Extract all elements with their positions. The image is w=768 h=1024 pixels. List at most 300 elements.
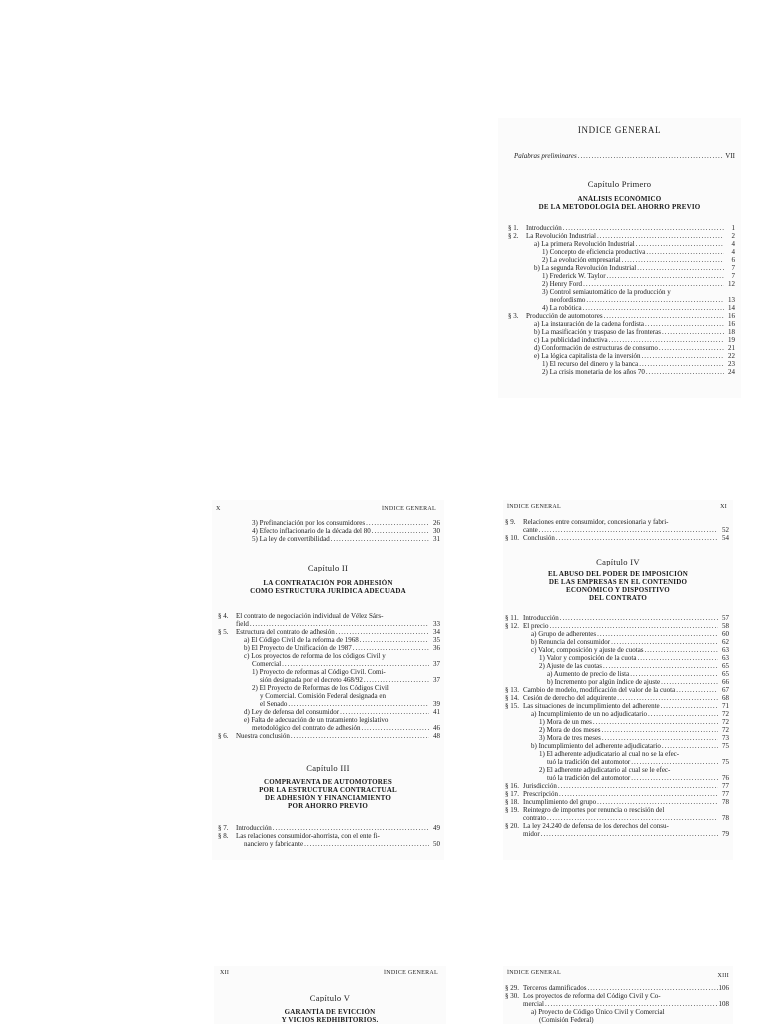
toc-entry [505, 654, 729, 662]
entry-title: nanciero y fabricante [244, 840, 304, 848]
leader-dots [353, 644, 429, 652]
entry-title: a) El Código Civil de la reforma de 1968 [244, 636, 359, 644]
page-ref: 66 [722, 678, 729, 686]
page-ref: 63 [722, 654, 729, 662]
section-number: § 2. [508, 232, 519, 240]
toc-entry [505, 1000, 729, 1008]
toc-entry [218, 832, 440, 840]
entry-title: Conclusión [523, 534, 555, 542]
leader-dots [637, 264, 724, 272]
entry-title: Prescripción [523, 790, 558, 798]
entry-title: midor [523, 830, 540, 838]
entry-title: tuó la tradición del automotor [547, 758, 631, 766]
page-ref: 13 [728, 296, 735, 304]
entry-title: 1) El adherente adjudicatario al cual no se la efec- [539, 750, 680, 758]
leader-dots [372, 527, 429, 535]
section-number: § 1. [508, 224, 519, 232]
entry-title: (Comisión Federal) [539, 1016, 594, 1024]
section-number: § 19. [505, 806, 519, 814]
leader-dots [604, 312, 724, 320]
toc-entry [508, 224, 735, 232]
entry-title: a) Grupo de adherentes [531, 630, 597, 638]
toc-entry [505, 734, 729, 742]
chapter-title-line: DEL CONTRATO [589, 594, 647, 602]
entry-title: 1) Frederick W. Taylor [542, 272, 606, 280]
toc-entry [508, 320, 735, 328]
page-ref: 73 [722, 734, 729, 742]
entry-title: Relaciones entre consumidor, concesionaria y fabri- [523, 518, 669, 526]
page-ref: 77 [722, 782, 729, 790]
entry-title: tuó la tradición del automotor [547, 774, 631, 782]
toc-entry [508, 304, 735, 312]
leader-dots [559, 790, 718, 798]
page-ref: 36 [433, 644, 440, 652]
leader-dots [556, 534, 718, 542]
toc-entry [218, 684, 440, 692]
toc-entry [505, 534, 729, 542]
running-head: ÍNDICE GENERAL [383, 970, 438, 976]
leader-dots [662, 328, 724, 336]
chapter-label: Capítulo Primero [587, 180, 652, 188]
toc-entry [505, 646, 729, 654]
page-ref: 2 [731, 232, 735, 240]
section-number: § 8. [218, 832, 229, 840]
page-ref: 35 [433, 636, 440, 644]
toc-entry [218, 644, 440, 652]
section-number: § 9. [505, 518, 516, 526]
entry-title: 1) Mora de un mes [539, 718, 592, 726]
toc-entry [508, 280, 735, 288]
chapter-title-line: COMPRAVENTA DE AUTOMOTORES [264, 778, 392, 786]
page-ref: 54 [722, 534, 729, 542]
page-ref: 72 [722, 710, 729, 718]
page-ref: 16 [728, 312, 735, 320]
chapter-title: ANÁLISIS ECONÓMICO [577, 195, 662, 203]
leader-dots [547, 814, 718, 822]
toc-entry [505, 630, 729, 638]
entry-title: La Revolución Industrial [526, 232, 596, 240]
entry-title: e) La lógica capitalista de la inversión [534, 352, 641, 360]
toc-entry [218, 724, 440, 732]
toc-entry [505, 678, 729, 686]
toc-entry [218, 732, 440, 740]
section-number: § 16. [505, 782, 519, 790]
section-number: § 15. [505, 702, 519, 710]
toc-entry [218, 636, 440, 644]
leader-dots [597, 232, 724, 240]
page-ref: 6 [731, 256, 735, 264]
toc-entry [505, 742, 729, 750]
toc-entry [505, 992, 729, 1000]
entry-title: Introducción [526, 224, 562, 232]
leader-dots [250, 620, 429, 628]
page-ref: 78 [722, 798, 729, 806]
toc-entry [218, 668, 440, 676]
toc-entry [505, 814, 729, 822]
leader-dots [609, 336, 724, 344]
leader-dots [545, 1000, 718, 1008]
entry-title: Cambio de modelo, modificación del valor de la cuota [523, 686, 676, 694]
toc-entry [508, 368, 735, 376]
entry-title: c) Valor, composición y ajuste de cuotas [531, 646, 644, 654]
section-number: § 3. [508, 312, 519, 320]
entry-title: a) Proyecto de Código Único Civil y Comercial [531, 1008, 665, 1016]
page-ref: 18 [728, 328, 735, 336]
entry-title: b) La segunda Revolución Industrial [534, 264, 637, 272]
entry-title: field [236, 620, 249, 628]
page-ref: 4 [731, 248, 735, 256]
entry-title: 1) El recurso del dinero y la banca [542, 360, 639, 368]
toc-entry [508, 288, 735, 296]
leader-dots [636, 240, 724, 248]
leader-dots [563, 224, 724, 232]
leader-dots [336, 628, 429, 636]
toc-entry [508, 296, 735, 304]
leader-dots [366, 519, 429, 527]
page-ref: 7 [731, 272, 735, 280]
toc-entry [508, 248, 735, 256]
toc-entry [508, 328, 735, 336]
toc-entry [505, 702, 729, 710]
toc-entry [505, 758, 729, 766]
toc-entry [505, 1016, 729, 1024]
page-ref: 65 [722, 662, 729, 670]
leader-dots [645, 646, 718, 654]
leader-dots [304, 840, 429, 848]
section-number: § 12. [505, 622, 519, 630]
leader-dots [291, 732, 429, 740]
leader-dots [364, 676, 429, 684]
chapter-title-line: EL ABUSO DEL PODER DE IMPOSICIÓN [547, 570, 688, 578]
page-ref: 50 [433, 840, 440, 848]
entry-title: 2) La evolución empresarial [542, 256, 621, 264]
toc-entry [505, 726, 729, 734]
leader-dots [361, 724, 429, 732]
leader-dots [560, 614, 718, 622]
entry-title: y Comercial. Comisión Federal designada en [260, 692, 386, 700]
toc-entry [505, 806, 729, 814]
leader-dots [583, 304, 724, 312]
page-ref: 24 [728, 368, 735, 376]
entry-title: b) La masificación y traspaso de las fronteras [534, 328, 661, 336]
entry-title: 3) Mora de tres meses [539, 734, 601, 742]
page-ref: 19 [728, 336, 735, 344]
toc-entry [505, 718, 729, 726]
toc-page-4 [214, 966, 446, 1024]
running-head: ÍNDICE GENERAL [507, 970, 562, 976]
toc-entry [218, 708, 440, 716]
entry-title: c) Los proyectos de reforma de los códigos Civil y [244, 652, 386, 660]
leader-dots [593, 718, 718, 726]
leader-dots [360, 636, 429, 644]
toc-entry [508, 336, 735, 344]
leader-dots [597, 798, 718, 806]
leader-dots [645, 320, 724, 328]
toc-entry [218, 692, 440, 700]
page-ref: 1 [731, 224, 735, 232]
leader-dots [611, 638, 718, 646]
page-ref: 48 [433, 732, 440, 740]
leader-dots [642, 352, 724, 360]
entry-title: 1) Valor y composición de la cuota [539, 654, 637, 662]
leader-dots [659, 344, 724, 352]
leader-dots [648, 710, 718, 718]
page-ref: 37 [433, 676, 440, 684]
page-ref: 108 [718, 1000, 729, 1008]
entry-title: e) Falta de adecuación de un tratamiento legislativo [244, 716, 389, 724]
page-ref: 72 [722, 726, 729, 734]
leader-dots [340, 708, 429, 716]
leader-dots [586, 296, 724, 304]
leader-dots [631, 774, 718, 782]
leader-dots [587, 984, 717, 992]
preface-entry: Palabras preliminares ..... VII [514, 152, 735, 160]
page-ref: 68 [722, 694, 729, 702]
entry-title: a) La primera Revolución Industrial [534, 240, 635, 248]
page-ref: 60 [722, 630, 729, 638]
toc-entry [218, 612, 440, 620]
section-number: § 29. [505, 984, 519, 992]
toc-entry [218, 700, 440, 708]
chapter-title: COMO ESTRUCTURA JURÍDICA ADECUADA [250, 587, 406, 595]
chapter-label: Capítulo III [306, 764, 350, 772]
entry-title: Cesión de derecho del adquirente [523, 694, 617, 702]
page-ref: 65 [722, 670, 729, 678]
section-number: § 20. [505, 822, 519, 830]
chapter-title-line: Y VICIOS REDHIBITORIOS. [281, 1016, 379, 1024]
chapter-label: Capítulo II [307, 564, 349, 572]
leader-dots [662, 742, 718, 750]
section-number: § 30. [505, 992, 519, 1000]
page-ref: 77 [722, 790, 729, 798]
toc-entry [508, 360, 735, 368]
entry-title: Comercial [252, 660, 282, 668]
page-ref: 23 [728, 360, 735, 368]
entry-title: El precio [523, 622, 549, 630]
entry-title: Estructura del contrato de adhesión [236, 628, 335, 636]
page-number: XIII [717, 973, 729, 979]
page-title: ÍNDICE GENERAL [577, 126, 662, 134]
leader-dots [617, 694, 718, 702]
toc-entry [218, 676, 440, 684]
page-ref: 39 [433, 700, 440, 708]
toc-entry [505, 662, 729, 670]
entry-title: Terceros damnificados [523, 984, 587, 992]
leader-dots [541, 830, 718, 838]
page-number: XII [220, 970, 230, 976]
page-number: X [216, 506, 221, 512]
entry-title: 4) Efecto inflacionario de la década del 80 [252, 527, 371, 535]
page-ref: 7 [731, 264, 735, 272]
leader-dots [646, 248, 724, 256]
entry-title: a) Incumplimiento de un no adjudicatario [531, 710, 648, 718]
toc-entry [218, 660, 440, 668]
entry-title: 2) La crisis monetaria de los años 70 [542, 368, 645, 376]
section-number: § 5. [218, 628, 229, 636]
toc-entry [505, 1008, 729, 1016]
entry-title: 1) Proyecto de reformas al Código Civil. Comi- [252, 668, 386, 676]
chapter-label: Capítulo V [309, 994, 351, 1002]
entry-title: Introducción [523, 614, 559, 622]
leader-dots [597, 630, 718, 638]
entry-title: b) El Proyecto de Unificación de 1987 [244, 644, 352, 652]
page-ref: 33 [433, 620, 440, 628]
leader-dots [630, 670, 718, 678]
toc-entry [505, 782, 729, 790]
page-ref: 37 [433, 660, 440, 668]
page-ref: 41 [433, 708, 440, 716]
entry-title: el Senado [260, 700, 288, 708]
page-ref: 12 [728, 280, 735, 288]
section-number: § 6. [218, 732, 229, 740]
toc-entry [505, 798, 729, 806]
entry-title: 5) La ley de convertibilidad [252, 535, 330, 543]
entry-title: 4) La robótica [542, 304, 582, 312]
page-ref: 79 [722, 830, 729, 838]
section-number: § 17. [505, 790, 519, 798]
toc-page-3 [503, 500, 733, 860]
entry-title: 2) Ajuste de las cuotas [539, 662, 602, 670]
toc-entry [218, 535, 440, 543]
chapter-title-line: POR LA ESTRUCTURA CONTRACTUAL [259, 786, 397, 794]
running-head: ÍNDICE GENERAL [507, 504, 562, 510]
chapter-title-line: DE ADHESIÓN Y FINANCIAMIENTO [264, 794, 392, 802]
entry-title: Las relaciones consumidor-ahorrista, con el ente fi- [236, 832, 380, 840]
entry-title: 3) Prefinanciación por los consumidores [252, 519, 366, 527]
page-ref: 67 [722, 686, 729, 694]
toc-entry [218, 620, 440, 628]
leader-dots [622, 256, 724, 264]
toc-entry [505, 518, 729, 526]
toc-entry [505, 614, 729, 622]
page-ref: 57 [722, 614, 729, 622]
entry-title: Las situaciones de incumplimiento del adherente [523, 702, 660, 710]
leader-dots [646, 368, 724, 376]
section-number: § 4. [218, 612, 229, 620]
leader-dots [601, 726, 718, 734]
running-head: ÍNDICE GENERAL [381, 506, 436, 512]
section-number: § 13. [505, 686, 519, 694]
page-ref: 49 [433, 824, 440, 832]
entry-title: Introducción [236, 824, 272, 832]
toc-entry [508, 352, 735, 360]
page-ref: 62 [722, 638, 729, 646]
toc-entry [505, 686, 729, 694]
page-ref: 16 [728, 320, 735, 328]
toc-entry [505, 622, 729, 630]
leader-dots [558, 782, 718, 790]
toc-entry [508, 344, 735, 352]
toc-entry [508, 312, 735, 320]
entry-title: 1) Concepto de eficiencia productiva [542, 248, 646, 256]
page-ref: 22 [728, 352, 735, 360]
chapter-title: LA CONTRATACIÓN POR ADHESIÓN [263, 579, 393, 587]
toc-entry [505, 670, 729, 678]
toc-entry [505, 694, 729, 702]
entry-title: 2) El Proyecto de Reformas de los Códigos Civil [252, 684, 389, 692]
toc-entry [505, 822, 729, 830]
leader-dots [288, 700, 429, 708]
page-ref: 63 [722, 646, 729, 654]
toc-entry [508, 240, 735, 248]
toc-entry [505, 638, 729, 646]
chapter-title-line: POR AHORRO PREVIO [287, 802, 368, 810]
toc-entry [505, 984, 729, 992]
entry-title: c) La publicidad inductiva [534, 336, 608, 344]
entry-title: Reintegro de importes por renuncia o rescisión del [523, 806, 665, 814]
page-ref: 4 [731, 240, 735, 248]
leader-dots [549, 622, 718, 630]
leader-dots [583, 280, 724, 288]
toc-entry [508, 256, 735, 264]
entry-title: 3) Control semiautomático de la producción y [542, 288, 671, 296]
entry-title: mercial [523, 1000, 544, 1008]
entry-title: 2) Henry Ford [542, 280, 583, 288]
entry-title: d) Ley de defensa del consumidor [244, 708, 340, 716]
entry-title: b) Incumplimiento del adherente adjudicatario [531, 742, 661, 750]
toc-entry [218, 652, 440, 660]
toc-entry [505, 526, 729, 534]
chapter-title-line: DE LAS EMPRESAS EN EL CONTENIDO [548, 578, 688, 586]
toc-entry [508, 264, 735, 272]
entry-title: a) La instauración de la cadena fordista [534, 320, 645, 328]
leader-dots [331, 535, 429, 543]
page-ref: 76 [722, 774, 729, 782]
toc-entry [505, 766, 729, 774]
page-ref: 58 [722, 622, 729, 630]
chapter-title-line: GARANTÍA DE EVICCIÓN [284, 1008, 376, 1016]
toc-entry [218, 716, 440, 724]
leader-dots [603, 662, 718, 670]
entry-title: 2) Mora de dos meses [539, 726, 601, 734]
page-ref: 78 [722, 814, 729, 822]
page-ref: 72 [722, 718, 729, 726]
entry-title: d) Conformación de estructuras de consumo [534, 344, 658, 352]
page-ref: 30 [433, 527, 440, 535]
page-ref: 52 [722, 526, 729, 534]
toc-entry [505, 830, 729, 838]
toc-entry [505, 790, 729, 798]
leader-dots [661, 702, 718, 710]
entry-title: Nuestra conclusión [236, 732, 290, 740]
entry-title: Los proyectos de reforma del Código Civil y Co- [523, 992, 661, 1000]
toc-entry [218, 840, 440, 848]
toc-entry [218, 527, 440, 535]
toc-entry [508, 272, 735, 280]
section-number: § 11. [505, 614, 519, 622]
toc-page-5 [503, 966, 733, 1024]
toc-entry [505, 710, 729, 718]
toc-entry [505, 774, 729, 782]
toc-entry [508, 232, 735, 240]
section-number: § 18. [505, 798, 519, 806]
toc-page-1 [498, 118, 741, 398]
toc-entry [218, 824, 440, 832]
section-number: § 10. [505, 534, 519, 542]
entry-title: a) Aumento de precio de lista [547, 670, 630, 678]
section-number: § 14. [505, 694, 519, 702]
leader-dots [637, 654, 718, 662]
page-ref: 21 [728, 344, 735, 352]
entry-title: b) Renuncia del consumidor [531, 638, 611, 646]
toc-entry [218, 628, 440, 636]
leader-dots [602, 734, 718, 742]
chapter-title-line: ECONÓMICO Y DISPOSITIVO [566, 586, 670, 594]
entry-title: 2) El adherente adjudicatario al cual se le efec- [539, 766, 671, 774]
toc-entry [218, 519, 440, 527]
page-ref: 75 [722, 758, 729, 766]
page-ref: 106 [718, 984, 729, 992]
